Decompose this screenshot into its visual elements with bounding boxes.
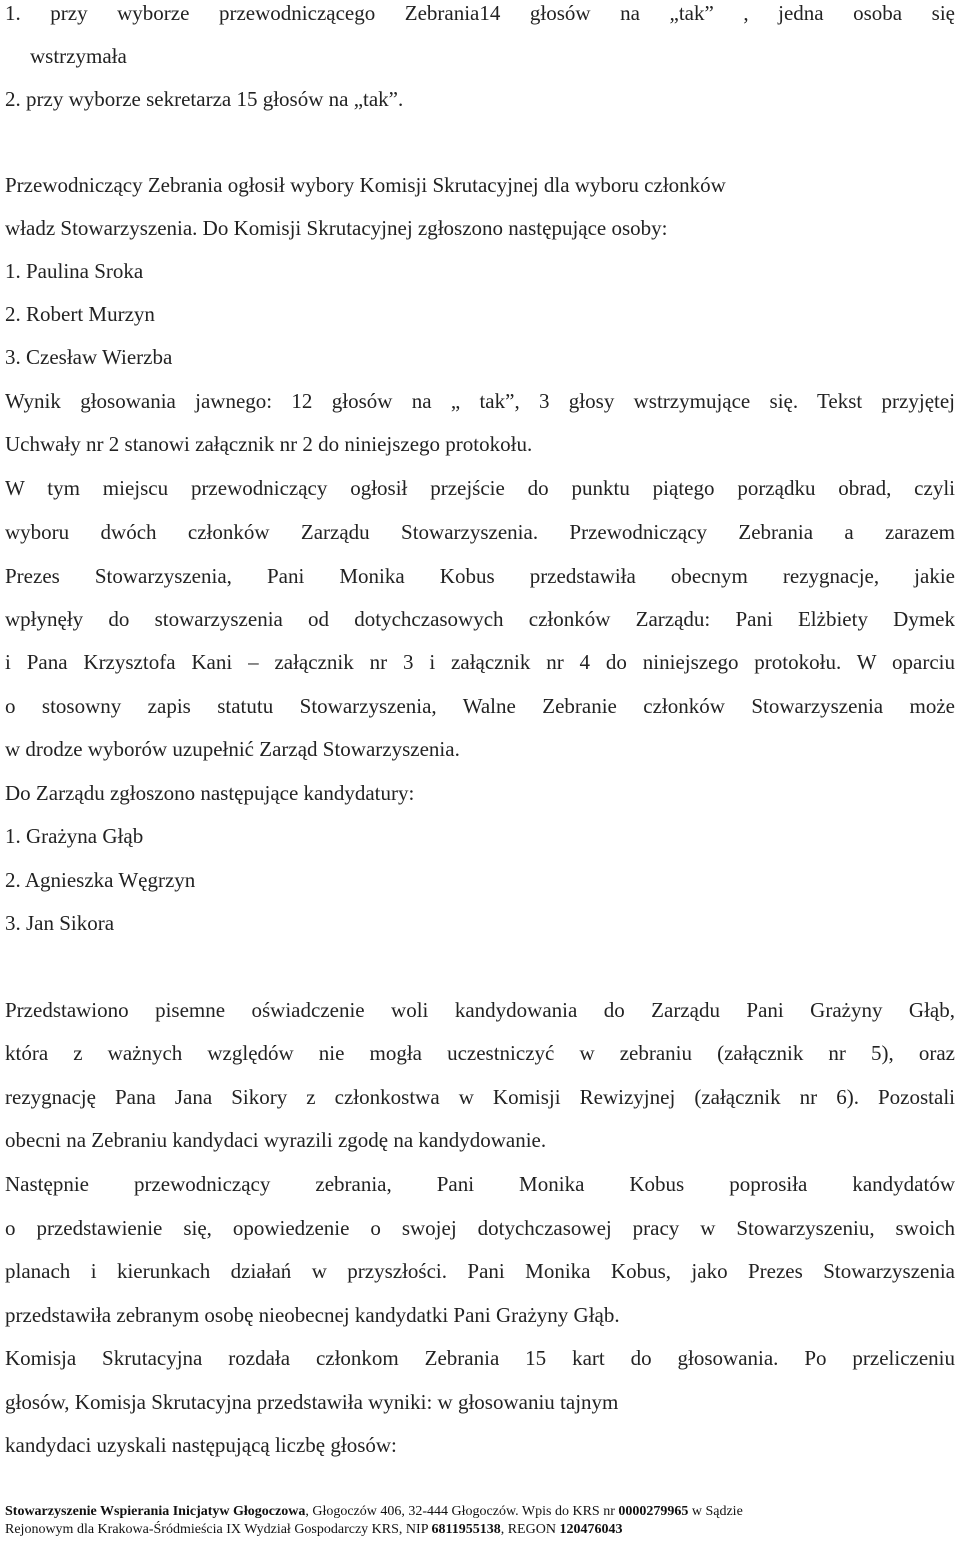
footer-regon: 120476043 [559, 1522, 623, 1537]
footer-org-name: Stowarzyszenie Wspierania Inicjatyw Głogoczowa [5, 1504, 306, 1519]
statement-paragraph-line-4: obecni na Zebraniu kandydaci wyrazili zgodę na kandydowanie. [5, 1128, 547, 1152]
vote-list-item-1-cont: wstrzymała [30, 44, 127, 68]
footer-line-2 [5, 1521, 622, 1539]
statement-paragraph-line-2: która z ważnych względów nie mogła uczestniczyć w zebraniu (załącznik nr 5), oraz [5, 1041, 955, 1065]
ballot-paragraph-line-3: kandydaci uzyskali następującą liczbę głosów: [5, 1433, 397, 1457]
board-candidate-3: 3. Jan Sikora [5, 911, 115, 935]
footer-court-a: w Sądzie [688, 1504, 743, 1519]
statement-paragraph-line-1: Przedstawiono pisemne oświadczenie woli kandydowania do Zarządu Pani Grażyny Głąb, [5, 998, 955, 1022]
footer-krs: 0000279965 [618, 1504, 689, 1519]
board-paragraph-line-2: wyboru dwóch członków Zarządu Stowarzyszenia. Przewodniczący Zebrania a zarazem [5, 520, 955, 544]
footer-regon-label: , REGON [500, 1522, 560, 1537]
footer-court-b: Rejonowym dla Krakowa-Śródmieścia IX Wydział Gospodarczy KRS, NIP [5, 1522, 432, 1537]
commission-result-line-1: Wynik głosowania jawnego: 12 głosów na „ tak”, 3 głosy wstrzymujące się. Tekst przyjętej [5, 389, 955, 413]
board-paragraph-line-6: o stosowny zapis statutu Stowarzyszenia, Walne Zebranie członków Stowarzyszenia może [5, 694, 955, 718]
ballot-paragraph-line-1: Komisja Skrutacyjna rozdała członkom Zebrania 15 kart do głosowania. Po przeliczeniu [5, 1346, 955, 1370]
vote-list-item-1: 1. przy wyborze przewodniczącego Zebrania14 głosów na „tak” , jedna osoba się [5, 1, 955, 25]
board-paragraph-line-3: Prezes Stowarzyszenia, Pani Monika Kobus przedstawiła obecnym rezygnacje, jakie [5, 564, 955, 588]
board-paragraph-line-4: wpłynęły do stowarzyszenia od dotychczasowych członków Zarządu: Pani Elżbiety Dymek [5, 607, 955, 631]
board-paragraph-line-1: W tym miejscu przewodniczący ogłosił przejście do punktu piątego porządku obrad, czyli [5, 476, 955, 500]
vote-list-item-2: 2. przy wyborze sekretarza 15 głosów na „tak”. [5, 87, 404, 111]
presentation-paragraph-line-4: przedstawiła zebranym osobę nieobecnej kandydatki Pani Grażyny Głąb. [5, 1303, 620, 1327]
commission-intro-line-1: Przewodniczący Zebrania ogłosił wybory Komisji Skrutacyjnej dla wyboru członków [5, 173, 726, 197]
commission-candidate-2: 2. Robert Murzyn [5, 302, 155, 326]
board-candidate-2: 2. Agnieszka Węgrzyn [5, 868, 196, 892]
presentation-paragraph-line-2: o przedstawienie się, opowiedzenie o swojej dotychczasowej pracy w Stowarzyszeniu, swoich [5, 1216, 955, 1240]
board-paragraph-line-5: i Pana Krzysztofa Kani – załącznik nr 3 i załącznik nr 4 do niniejszego protokołu. W oparciu [5, 650, 955, 674]
board-candidates-intro: Do Zarządu zgłoszono następujące kandydatury: [5, 781, 415, 805]
board-candidate-1: 1. Grażyna Głąb [5, 824, 144, 848]
commission-intro-line-2: władz Stowarzyszenia. Do Komisji Skrutacyjnej zgłoszono następujące osoby: [5, 216, 668, 240]
presentation-paragraph-line-1: Następnie przewodniczący zebrania, Pani Monika Kobus poprosiła kandydatów [5, 1172, 955, 1196]
statement-paragraph-line-3: rezygnację Pana Jana Sikory z członkostwa w Komisji Rewizyjnej (załącznik nr 6). Pozostali [5, 1085, 955, 1109]
commission-candidate-3: 3. Czesław Wierzba [5, 345, 173, 369]
commission-result-line-2: Uchwały nr 2 stanowi załącznik nr 2 do niniejszego protokołu. [5, 432, 533, 456]
presentation-paragraph-line-3: planach i kierunkach działań w przyszłości. Pani Monika Kobus, jako Prezes Stowarzyszenia [5, 1259, 955, 1283]
board-paragraph-line-7: w drodze wyborów uzupełnić Zarząd Stowarzyszenia. [5, 737, 460, 761]
footer-line-1 [5, 1503, 743, 1521]
footer-nip: 6811955138 [431, 1522, 501, 1537]
commission-candidate-1: 1. Paulina Sroka [5, 259, 144, 283]
ballot-paragraph-line-2: głosów, Komisja Skrutacyjna przedstawiła wyniki: w głosowaniu tajnym [5, 1390, 619, 1414]
footer-address: , Głogoczów 406, 32-444 Głogoczów. Wpis do KRS nr [305, 1504, 619, 1519]
